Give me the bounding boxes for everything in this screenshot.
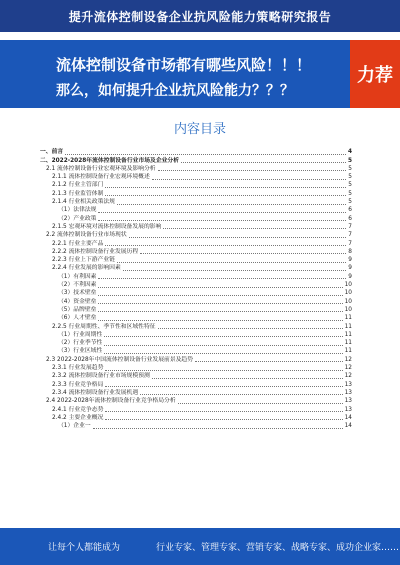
toc-leader-dots xyxy=(152,179,347,180)
toc-leader-dots xyxy=(158,328,343,329)
toc-entry-page: 10 xyxy=(344,290,352,297)
toc-entry[interactable] xyxy=(40,414,352,422)
toc-entry-title: 2.4 2022-2028年流体控制设备行业竞争格局分析 xyxy=(46,398,176,405)
toc-entry-title: 2.1.3 行业监管体制 xyxy=(52,190,104,197)
toc-leader-dots xyxy=(104,345,342,346)
recommend-badge xyxy=(350,40,400,108)
toc-entry-page: 12 xyxy=(344,365,352,372)
toc-entry-title: （1）有利因素 xyxy=(58,273,97,280)
toc-entry-title: （5）品牌壁垒 xyxy=(58,306,97,313)
toc-entry[interactable] xyxy=(40,306,352,314)
toc-entry-page: 11 xyxy=(344,340,352,347)
toc-entry-title: （2）行业季节性 xyxy=(58,340,103,347)
toc-entry-page: 4 xyxy=(347,149,352,156)
toc-leader-dots xyxy=(98,220,346,221)
toc-entry-title: 二、2022-2028年流体控制设备行业市场及企业分析 xyxy=(40,157,180,164)
toc-entry-page: 13 xyxy=(344,406,352,413)
toc-entry-title: 2.3 2022-2028年中国流体控制设备行业发展前景及趋势 xyxy=(46,356,194,363)
toc-leader-dots xyxy=(117,204,346,205)
toc-entry-title: 2.1.5 宏观环境对流体控制设备发展的影响 xyxy=(52,223,162,230)
toc-entry-page: 11 xyxy=(344,323,352,330)
toc-leader-dots xyxy=(178,403,343,404)
toc-entry[interactable] xyxy=(40,181,352,189)
toc-entry-title: 2.1.1 流体控制设备行业宏观环境概述 xyxy=(52,174,150,181)
toc-entry[interactable] xyxy=(40,297,352,305)
toc-entry-title: 2.4.1 行业竞争态势 xyxy=(52,406,104,413)
toc-leader-dots xyxy=(98,295,342,296)
toc-entry[interactable] xyxy=(40,347,352,355)
toc-leader-dots xyxy=(98,303,342,304)
toc-title: 内容目录 xyxy=(173,122,226,137)
toc-entry[interactable] xyxy=(40,380,352,388)
toc-entry[interactable] xyxy=(40,239,352,247)
toc-entry-title: （1）法律法规 xyxy=(58,207,97,214)
toc-entry-title: （4）资金壁垒 xyxy=(58,298,97,305)
toc-leader-dots xyxy=(152,378,343,379)
toc-entry[interactable] xyxy=(40,214,352,222)
toc-entry-page: 7 xyxy=(348,232,352,239)
toc-leader-dots xyxy=(123,270,347,271)
toc-entry-page: 14 xyxy=(344,423,352,430)
toc-entry-title: 2.3.3 行业竞争格局 xyxy=(52,381,104,388)
toc-entry-page: 11 xyxy=(344,331,352,338)
toc-leader-dots xyxy=(105,370,342,371)
toc-entry[interactable] xyxy=(40,272,352,280)
toc-entry-title: 2.1.4 行业相关政策法规 xyxy=(52,199,115,206)
toc-entry[interactable] xyxy=(40,264,352,272)
toc-leader-dots xyxy=(98,320,342,321)
toc-entry-title: 2.2.1 行业主要产品 xyxy=(52,240,104,247)
toc-entry-title: 2.2 流体控制设备行业市场现状 xyxy=(46,232,127,239)
toc-entry-title: （1）企业一 xyxy=(58,423,91,430)
toc-leader-dots xyxy=(117,262,346,263)
toc-entry[interactable] xyxy=(40,248,352,256)
toc-entry-page: 12 xyxy=(344,356,352,363)
toc-leader-dots xyxy=(140,394,342,395)
toc-entry-page: 13 xyxy=(344,389,352,396)
toc-entry-page: 14 xyxy=(344,414,352,421)
toc-entry-title: 2.3.4 流体控制设备行业发展机遇 xyxy=(52,389,139,396)
toc-entry[interactable] xyxy=(40,314,352,322)
toc-entry-title: （3）行业区域性 xyxy=(58,348,103,355)
toc-entry[interactable] xyxy=(40,355,352,363)
toc-entry-title: 2.2.5 行业周期性、季节性和区域性特征 xyxy=(52,323,156,330)
toc-entry-page: 7 xyxy=(348,223,352,230)
toc-leader-dots xyxy=(163,228,346,229)
toc-leader-dots xyxy=(105,419,342,420)
toc-leader-dots xyxy=(140,253,346,254)
toc-entry-page: 5 xyxy=(348,182,352,189)
toc-entry[interactable] xyxy=(40,331,352,339)
toc-entry-page: 10 xyxy=(344,298,352,305)
toc-leader-dots xyxy=(105,386,342,387)
toc-leader-dots xyxy=(104,336,342,337)
toc-entry[interactable] xyxy=(40,405,352,413)
toc-entry[interactable] xyxy=(40,256,352,264)
toc-entry[interactable] xyxy=(40,156,352,164)
toc-entry-title: （2）产业政策 xyxy=(58,215,97,222)
toc-entry[interactable] xyxy=(40,289,352,297)
toc-entry-page: 9 xyxy=(348,257,352,264)
toc-leader-dots xyxy=(98,311,342,312)
toc-entry[interactable] xyxy=(40,389,352,397)
toc-entry-page: 9 xyxy=(348,273,352,280)
toc-entry[interactable] xyxy=(40,206,352,214)
toc-entry-page: 11 xyxy=(344,315,352,322)
recommend-badge-text: 力荐 xyxy=(357,65,393,86)
toc-entry[interactable] xyxy=(40,223,352,231)
toc-entry-page: 5 xyxy=(347,157,352,164)
toc-leader-dots xyxy=(104,353,342,354)
footer-banner xyxy=(0,528,400,565)
toc-entry-title: 2.1.2 行业主管部门 xyxy=(52,182,104,189)
report-header-bar xyxy=(0,0,400,32)
toc-leader-dots xyxy=(158,170,347,171)
toc-entry-page: 9 xyxy=(348,265,352,272)
toc-entry-page: 6 xyxy=(348,215,352,222)
toc-entry[interactable] xyxy=(40,422,352,430)
footer-slogan: 让每个人都能成为 xyxy=(48,543,121,553)
toc-entry-title: 一、前言 xyxy=(40,149,64,156)
risk-banner xyxy=(0,40,400,108)
toc-entry-page: 13 xyxy=(344,381,352,388)
toc-entry-page: 10 xyxy=(344,306,352,313)
toc-entry-page: 5 xyxy=(348,190,352,197)
toc-leader-dots xyxy=(129,237,347,238)
toc-entry[interactable] xyxy=(40,339,352,347)
banner-subheadline: 那么，如何提升企业抗风险能力？？？ xyxy=(56,83,294,99)
toc-leader-dots xyxy=(181,162,346,163)
toc-entry-title: 2.3.2 流体控制设备行业市场规模预测 xyxy=(52,373,150,380)
toc-entry[interactable] xyxy=(40,198,352,206)
toc-entry-title: 2.2.4 行业发展的影响因素 xyxy=(52,265,121,272)
toc-entry[interactable] xyxy=(40,148,352,156)
toc-leader-dots xyxy=(98,278,346,279)
toc-entry-page: 7 xyxy=(348,240,352,247)
toc-entry-page: 5 xyxy=(348,199,352,206)
toc-entry[interactable] xyxy=(40,372,352,380)
toc-leader-dots xyxy=(93,428,343,429)
toc-entry-page: 8 xyxy=(348,248,352,255)
toc-leader-dots xyxy=(98,287,342,288)
toc-leader-dots xyxy=(65,154,346,155)
toc-leader-dots xyxy=(105,187,346,188)
toc-entry-title: （1）行业周期性 xyxy=(58,331,103,338)
toc-entry[interactable] xyxy=(40,231,352,239)
toc-leader-dots xyxy=(105,245,346,246)
toc-entry[interactable] xyxy=(40,165,352,173)
banner-headline: 流体控制设备市场都有哪些风险！！！ xyxy=(56,56,312,74)
toc-leader-dots xyxy=(195,361,343,362)
table-of-contents xyxy=(40,148,352,430)
toc-entry-page: 11 xyxy=(344,348,352,355)
toc-entry-page: 5 xyxy=(348,165,352,172)
toc-entry[interactable] xyxy=(40,281,352,289)
toc-entry-page: 12 xyxy=(344,373,352,380)
toc-entry-title: （2）不利因素 xyxy=(58,282,97,289)
toc-entry-title: 2.1 流体控制设备行业宏观环境及影响分析 xyxy=(46,165,156,172)
report-title: 提升流体控制设备企业抗风险能力策略研究报告 xyxy=(68,9,332,24)
toc-entry-page: 13 xyxy=(344,398,352,405)
toc-entry[interactable] xyxy=(40,364,352,372)
toc-entry[interactable] xyxy=(40,322,352,330)
toc-entry[interactable] xyxy=(40,173,352,181)
toc-entry-page: 5 xyxy=(348,174,352,181)
toc-entry-title: 2.2.2 流体控制设备行业发展历程 xyxy=(52,248,139,255)
toc-entry-title: （3）技术壁垒 xyxy=(58,290,97,297)
footer-roles: 行业专家、管理专家、营销专家、战略专家、成功企业家…… xyxy=(156,543,400,553)
toc-entry-title: （6）人才壁垒 xyxy=(58,315,97,322)
toc-leader-dots xyxy=(98,212,346,213)
toc-entry[interactable] xyxy=(40,189,352,197)
toc-entry-page: 6 xyxy=(348,207,352,214)
toc-entry-title: 2.4.2 主要企业概况 xyxy=(52,414,104,421)
toc-entry-title: 2.3.1 行业发展趋势 xyxy=(52,365,104,372)
toc-entry[interactable] xyxy=(40,397,352,405)
toc-leader-dots xyxy=(105,411,342,412)
toc-entry-page: 10 xyxy=(344,282,352,289)
toc-entry-title: 2.2.3 行业上下游产业链 xyxy=(52,257,115,264)
toc-leader-dots xyxy=(105,195,346,196)
